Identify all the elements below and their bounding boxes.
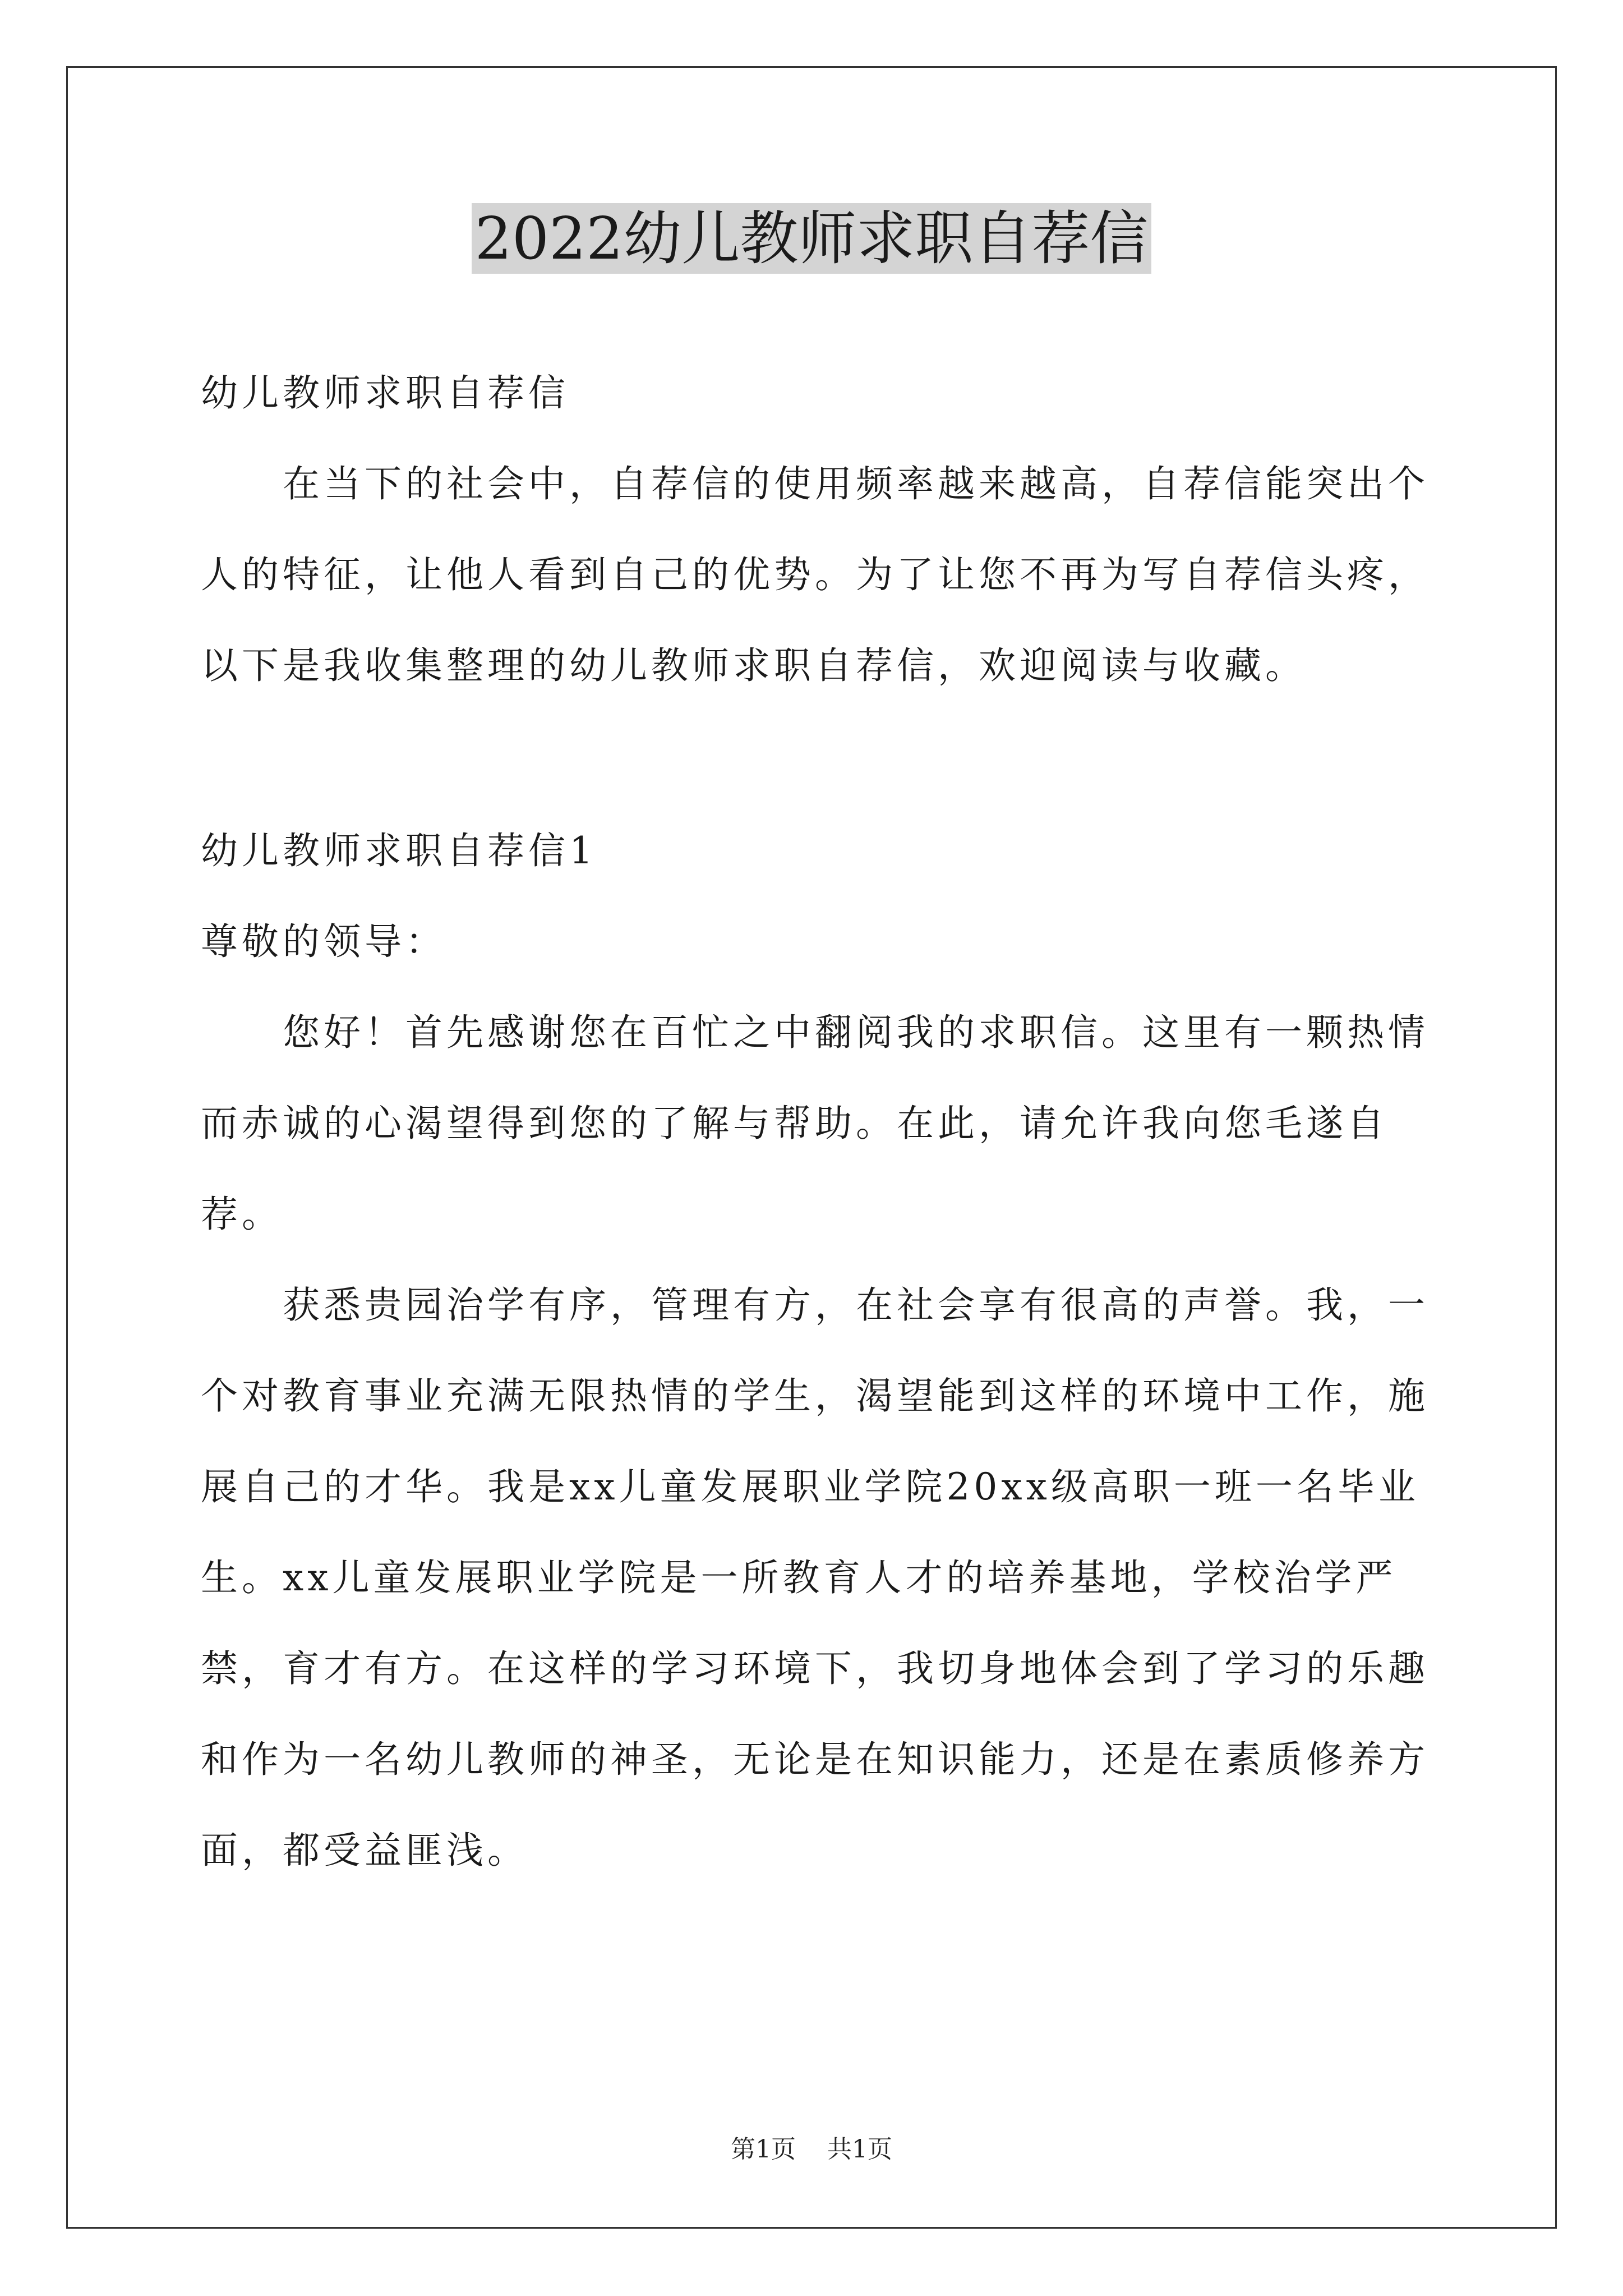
document-title-text: 2022幼儿教师求职自荐信 — [472, 203, 1152, 274]
document-subtitle: 幼儿教师求职自荐信 — [201, 371, 569, 415]
page-number-current: 第1页 — [731, 2135, 796, 2164]
page-number-total: 共1页 — [827, 2135, 892, 2164]
document-title — [0, 202, 1623, 275]
section-heading: 幼儿教师求职自荐信1 — [201, 829, 597, 872]
body-paragraph-2: 获悉贵园治学有序，管理有方，在社会享有很高的声誉。我，一个对教育事业充满无限热情的学生，渴望能到这样的环境中工作，施展自己的才华。我是xx儿童发展职业学院20xx级高职一班一名毕业生。xx儿童发展职业学院是一所教育人才的培养基地，学校治学严禁，育才有方。在这样的学习环境下，我切身地体会到了学习的乐趣和作为一名幼儿教师的神圣，无论是在知识能力，还是在素质修养方面，都受益匪浅。 — [201, 1283, 1429, 1872]
document-body — [201, 348, 1457, 1896]
salutation: 尊敬的领导： — [201, 920, 446, 963]
page-footer — [0, 2133, 1623, 2166]
intro-paragraph: 在当下的社会中，自荐信的使用频率越来越高，自荐信能突出个人的特征，让他人看到自己的优势。为了让您不再为写自荐信头疼，以下是我收集整理的幼儿教师求职自荐信，欢迎阅读与收藏。 — [201, 462, 1429, 687]
body-paragraph-1: 您好！首先感谢您在百忙之中翻阅我的求职信。这里有一颗热情而赤诚的心渴望得到您的了解与帮助。在此，请允许我向您毛遂自荐。 — [201, 1011, 1429, 1236]
